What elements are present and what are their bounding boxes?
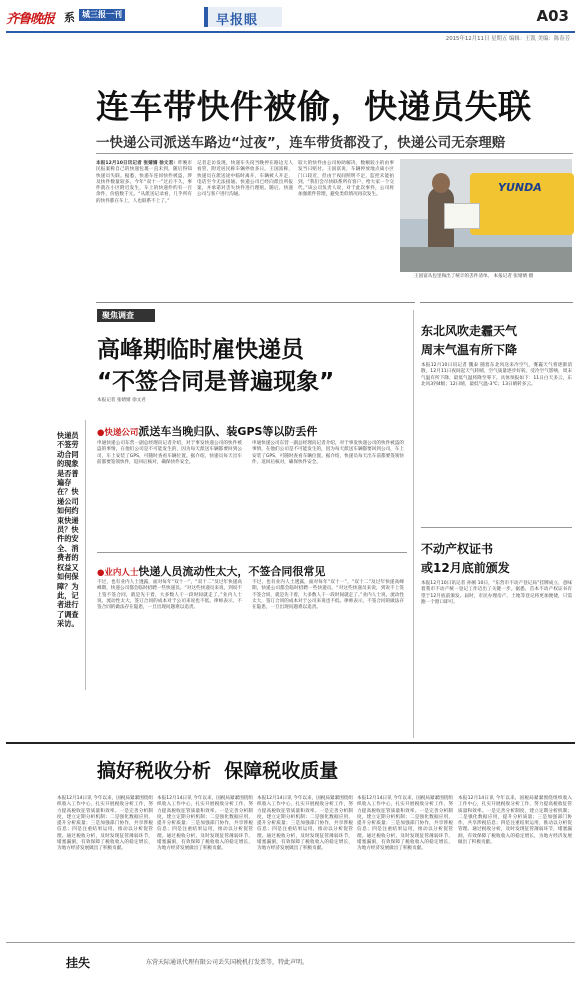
lead-column-2 bbox=[197, 161, 293, 285]
person-head bbox=[432, 173, 450, 193]
property-headline-2: 或12月底前颁发 bbox=[421, 561, 510, 575]
subsection-2-tag: ●业内人士 bbox=[97, 568, 139, 578]
weather-body bbox=[421, 363, 572, 521]
lead-headline: 连车带快件被偷，快递员失联 bbox=[96, 87, 532, 126]
tax-body-2: 本报12月14日讯 今年以来，国税局紧紧围绕组织收入工作中心，扎实开展税收分析工作，努力提高税收征管质量和效率。一是完善分析制度，建立定期分析机制；二是强化数据应用，提升分析质量；三是加强部门协作，共享涉税信息；四是注重结果运用，推动以分析促管理。通过税收分析，及时发现征管薄弱环节，堵塞漏洞，有效保障了税收收入的稳定增长，为地方经济发展做出了积极贡献。 bbox=[157, 796, 253, 852]
subsection-1-body-b: 申通快递公司东营一副总经理向记者介绍，对于事发快递公司的快件被盗的事情，在他们公司是不可能发生的，因为每天派送车辆都要回到公司，车上安装了GPS，可随时查看车辆位置。据介绍，快递员每天出车前都要签领快件，返回后核对，确保快件安全。 bbox=[252, 441, 404, 465]
feature-byline: 本报记者 张婧婧 徐文君 bbox=[97, 398, 146, 403]
lead-photo bbox=[400, 159, 572, 272]
lead-column-1 bbox=[96, 161, 192, 285]
tax-column-2 bbox=[157, 796, 253, 934]
tax-body-5: 本报12月14日讯 今年以来，国税局紧紧围绕组织收入工作中心，扎实开展税收分析工作，努力提高税收征管质量和效率。一是完善分析制度，建立定期分析机制；二是强化数据应用，提升分析质量；三是加强部门协作，共享涉税信息；四是注重结果运用，推动以分析促管理。通过税收分析，及时发现征管薄弱环节，堵塞漏洞，有效保障了税收收入的稳定增长，为地方经济发展做出了积极贡献。 bbox=[458, 796, 572, 846]
header-rule bbox=[6, 31, 575, 33]
tax-headline: 搞好税收分析 保障税收质量 bbox=[97, 760, 339, 782]
photo-paper bbox=[444, 203, 480, 229]
lead-body-3: 较大的快件由公司协助解决，数额较小的由事发当日赔付。王国富说，车辆停放地点离小区门口较近，但由于夜间照明不足，监控未能拍到。“我们会尽快联系所有客户，给大家一个交代。”该公司负责人说，对于此次事件，公司将加强派件管理，避免类似情况再次发生。 bbox=[298, 161, 394, 198]
weather-headline-2: 周末气温有所下降 bbox=[421, 343, 518, 357]
subsection-1-body-a: 申通快递公司东营一副总经理向记者介绍，对于事发快递公司的快件被盗的事情，在他们公司是不可能发生的，因为每天派送车辆都要回到公司，车上安装了GPS，可随时查看车辆位置。据介绍，快递员每天出车前都要签领快件，返回后核对，确保快件安全。 bbox=[97, 441, 242, 465]
feature-sidebar-text: 快递员不签劳动合同的现象是否普遍存在？快递公司如何约束快递员？快件的安全、消费者的权益又如何保障？为此，记者进行了调查采访。 bbox=[57, 431, 79, 629]
tax-body-1: 本报12月14日讯 今年以来，国税局紧紧围绕组织收入工作中心，扎实开展税收分析工作，努力提高税收征管质量和效率。一是完善分析制度，建立定期分析机制；二是强化数据应用，提升分析质量；三是加强部门协作，共享涉税信息；四是注重结果运用，推动以分析促管理。通过税收分析，及时发现征管薄弱环节，堵塞漏洞，有效保障了税收收入的稳定增长，为地方经济发展做出了积极贡献。 bbox=[57, 796, 153, 852]
lead-bottom-rule bbox=[96, 302, 415, 303]
feature-headline-2: “不签合同是普遍现象” bbox=[97, 369, 335, 395]
photo-caption: 王国富从包里掏出了统计的丢件清单。 本报记者 张婧婧 摄 bbox=[414, 274, 534, 279]
feature-tag-label: 聚焦调查 bbox=[102, 311, 134, 320]
subsection-2-body-b: 不过，也有业内人士透露，面对每年“双十一”、“双十二”及过年快递高峰期，快递公司都会临时招聘一些快递员。“对这些快递员来说，到说不上签不签合同，就是先干着，大多数人干一段时间就走了。”业内人士说，流动性太大，签订合同的成本对于公司来说也不低。律师表示，不签合同的做法存在隐患，一旦出现问题难以追责。 bbox=[252, 580, 404, 611]
subsection-rule bbox=[97, 552, 407, 553]
newspaper-logo: 齐鲁晚报 bbox=[6, 12, 55, 27]
bottom-top-rule bbox=[6, 742, 575, 744]
tax-column-1 bbox=[57, 796, 153, 934]
subsection-1-col-2 bbox=[252, 441, 404, 545]
lead-body-2: 记者走访发现，快递车失窃当晚停在路边无人看管，附近居民称车辆停放多日。王国富称，快递员在派送途中临时离开，车辆被人开走，电话至今无法接通。快递公司已经向派出所报案，并承诺对丢失快件进行理赔。随后，快递公司与客户进行沟通。 bbox=[197, 161, 293, 198]
weather-text: 本报12月10日讯记者 魏泰 随着东北风送来冷空气，雾霾天气将逐渐消散，12月11日夜间起天气转晴，空气质量逐步好转。受冷空气影响，周末气温有所下降，最低气温将降至零下。具体预报如下：11日白天多云，东北风3到4级；12日晴，最低气温-3℃；13日晴转多云。 bbox=[421, 363, 572, 387]
logo-suffix: 系 bbox=[64, 11, 75, 24]
tax-column-5 bbox=[458, 796, 572, 934]
lead-subhead: 一快递公司派送车路边“过夜”，连车带货都没了，快递公司无奈理赔 bbox=[96, 135, 506, 151]
feature-sidebar bbox=[57, 431, 82, 629]
feature-tag bbox=[97, 309, 155, 322]
subsection-1-heading bbox=[97, 420, 317, 439]
subsection-2-col-1 bbox=[97, 580, 242, 725]
footer-notice bbox=[6, 942, 575, 977]
property-headline-1: 不动产权证书 bbox=[421, 542, 494, 556]
page-meta: 2015年12月11日 星期五 编辑：王凯 美编：陈春芳 bbox=[445, 36, 570, 42]
masthead bbox=[6, 5, 575, 31]
right-mid-rule bbox=[421, 527, 572, 528]
photo-ground bbox=[400, 247, 572, 272]
property-body bbox=[421, 581, 572, 731]
subsection-1-title: 派送车当晚归队、装GPS等以防丢件 bbox=[138, 425, 318, 438]
tax-body-3: 本报12月14日讯 今年以来，国税局紧紧围绕组织收入工作中心，扎实开展税收分析工作，努力提高税收征管质量和效率。一是完善分析制度，建立定期分析机制；二是强化数据应用，提升分析质量；三是加强部门协作，共享涉税信息；四是注重结果运用，推动以分析促管理。通过税收分析，及时发现征管薄弱环节，堵塞漏洞，有效保障了税收收入的稳定增长，为地方经济发展做出了积极贡献。 bbox=[257, 796, 353, 852]
van-logo: YUNDA bbox=[498, 181, 542, 194]
section-title: 早报眼 bbox=[216, 13, 259, 28]
section-banner bbox=[204, 7, 282, 27]
subsection-2-heading bbox=[97, 560, 325, 579]
weather-headline-1: 东北风吹走霾天气 bbox=[421, 324, 518, 338]
subsection-1-col-1 bbox=[97, 441, 242, 545]
tax-body-4: 本报12月14日讯 今年以来，国税局紧紧围绕组织收入工作中心，扎实开展税收分析工作，努力提高税收征管质量和效率。一是完善分析制度，建立定期分析机制；二是强化数据应用，提升分析质量；三是加强部门协作，共享涉税信息；四是注重结果运用，推动以分析促管理。通过税收分析，及时发现征管薄弱环节，堵塞漏洞，有效保障了税收收入的稳定增长，为地方经济发展做出了积极贡献。 bbox=[357, 796, 453, 852]
subsection-2-body-a: 不过，也有业内人士透露，面对每年“双十一”、“双十二”及过年快递高峰期，快递公司都会临时招聘一些快递员。“对这些快递员来说，到说不上签不签合同，就是先干着，大多数人干一段时间就走了。”业内人士说，流动性太大，签订合同的成本对于公司来说也不低。律师表示，不签合同的做法存在隐患，一旦出现问题难以追责。 bbox=[97, 580, 242, 611]
lead-body-1: ）昨晚市民报案称自己的快递包裹一直未到，随后得知快递员失联。据悉，快递车连同快件被盗，涉及快件数量较多。今年“双十一”过后不久，事件就在小区附近发生，车上的快递件约有一百余件，价值数千元。“从派送记录看，几乎所有的快件都在车上，人也联系不上了。” bbox=[96, 161, 192, 204]
tax-column-4 bbox=[357, 796, 453, 934]
subsection-2-title: 快递人员流动性太大，不签合同很常见 bbox=[138, 565, 326, 578]
property-text: 本报12月10日讯记者 孙刚 10日，“东营市不动产登记局”挂牌成立，意味着我市不动产统一登记工作迈出了关键一步。据悉，首本不动产权证书有望于12月底前颁发。届时，市民办理房产、土地等登记将更加便捷，只需跑一个窗口即可。 bbox=[421, 581, 572, 605]
tax-column-3 bbox=[257, 796, 353, 934]
sidebar-divider bbox=[85, 420, 86, 690]
lead-byline: 本报12月10日讯记者 张婧婧 徐文君 bbox=[96, 161, 174, 166]
lead-column-3 bbox=[298, 161, 394, 285]
subsection-2-col-2 bbox=[252, 580, 404, 725]
edition-badge: 城三报一刊 bbox=[79, 9, 125, 21]
footer-label: 挂失 bbox=[66, 956, 91, 970]
right-top-rule bbox=[420, 302, 573, 303]
right-column-divider bbox=[413, 310, 414, 738]
lead-rule bbox=[96, 153, 573, 154]
feature-headline-1: 高峰期临时雇快递员 bbox=[97, 337, 304, 363]
footer-text: 东营天际通讯代理有限公司丢失国税机打发票等，特此声明。 bbox=[146, 959, 309, 966]
subsection-1-tag: ●快递公司 bbox=[97, 428, 139, 438]
page-number: A03 bbox=[536, 7, 569, 25]
